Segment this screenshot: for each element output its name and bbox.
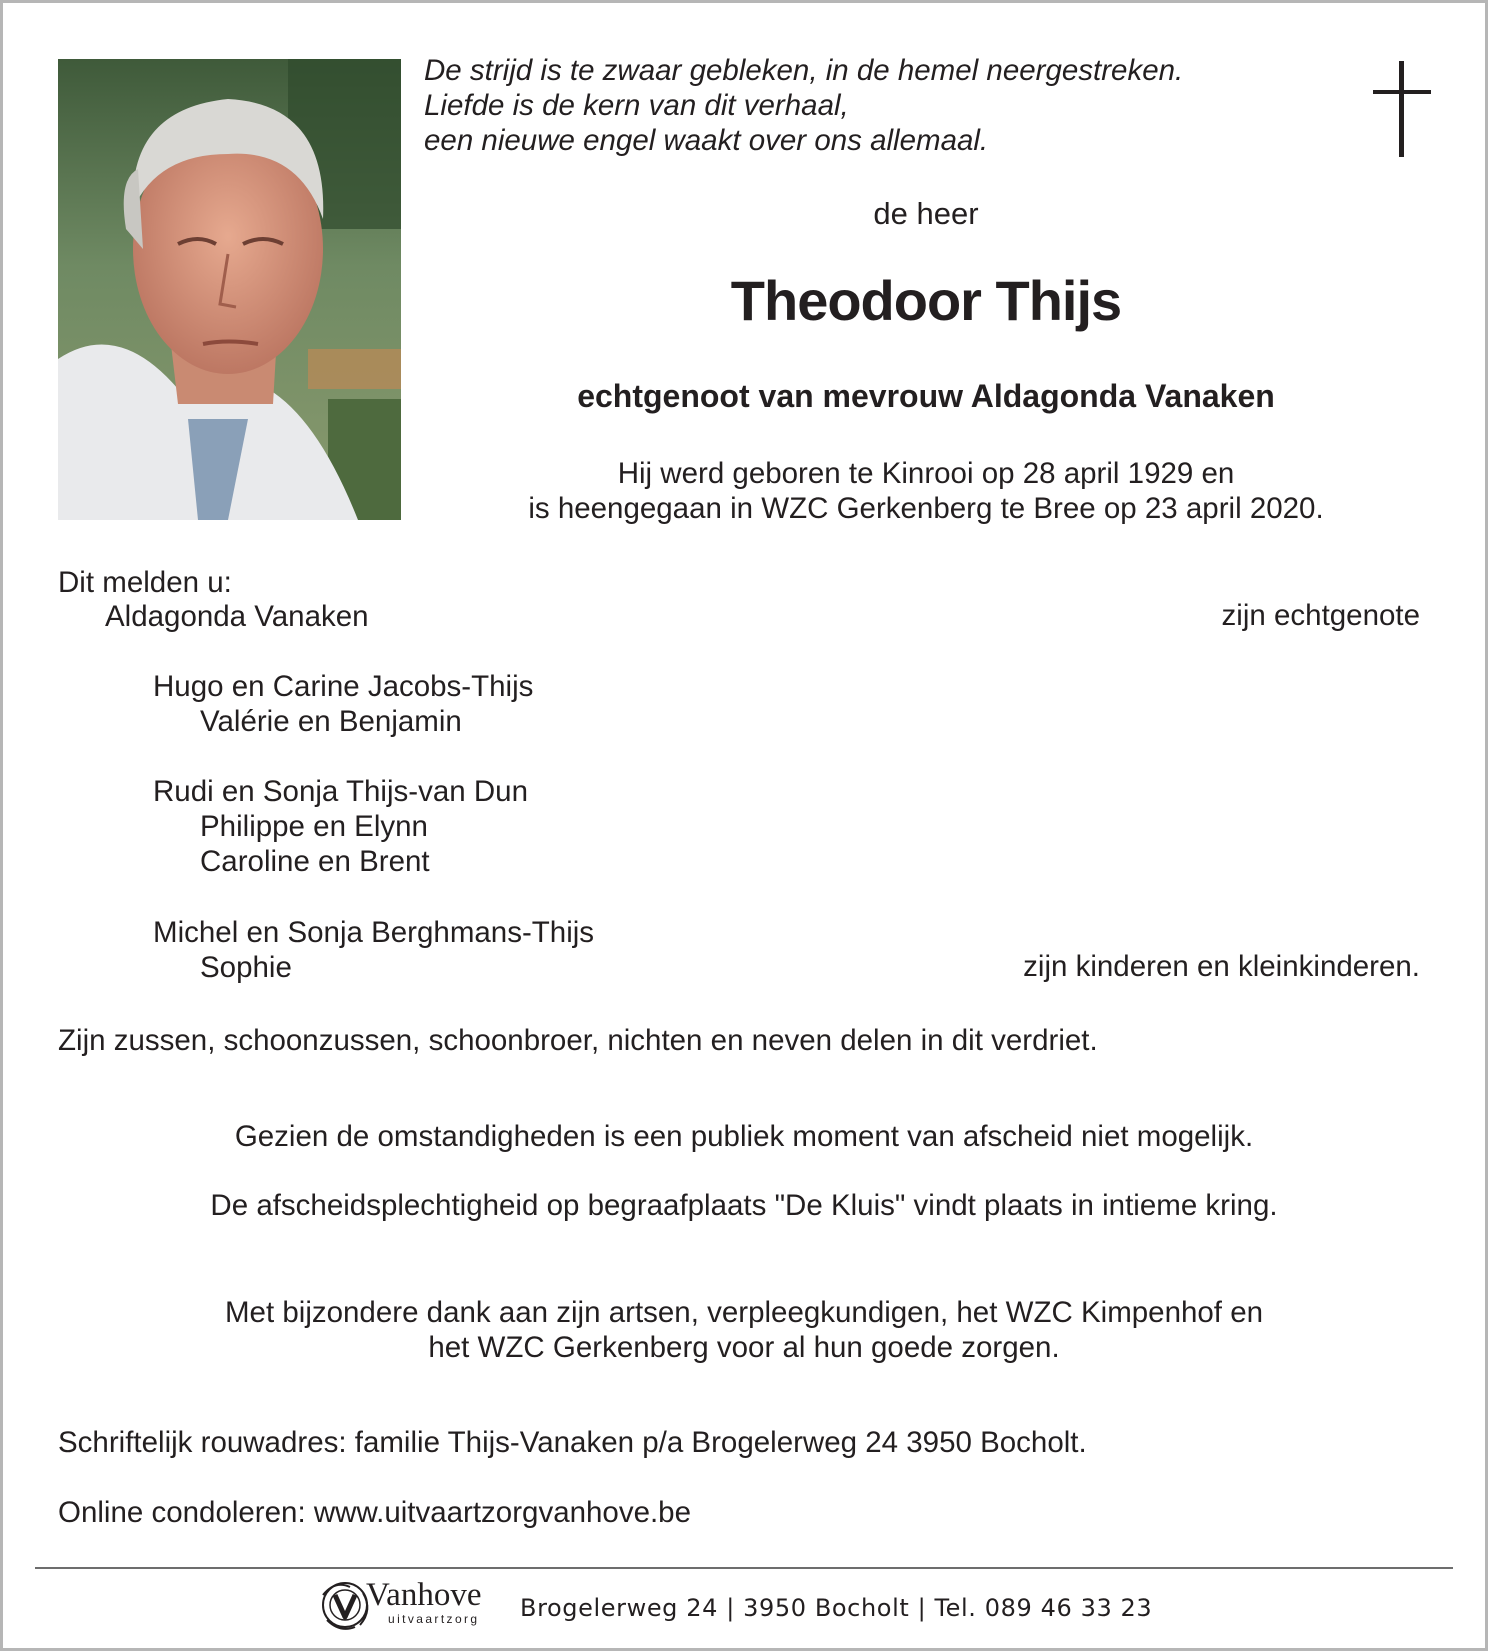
mourning-address: Schriftelijk rouwadres: familie Thijs-Vanaken p/a Brogelerweg 24 3950 Bocholt. [58, 1426, 1087, 1459]
brand-subtitle: uitvaartzorg [388, 1612, 480, 1626]
footer-divider [35, 1567, 1453, 1569]
cross-icon [1373, 61, 1431, 157]
title-prefix: de heer [873, 196, 979, 231]
notice-line: De afscheidsplechtigheid op begraafplaats "De Kluis" vindt plaats in intieme kring. [210, 1189, 1278, 1222]
death-line: is heengegaan in WZC Gerkenberg te Bree op 23 april 2020. [528, 492, 1324, 525]
birth-line: Hij werd geboren te Kinrooi op 28 april 1929 en [617, 457, 1235, 490]
grandchildren: Valérie en Benjamin [200, 705, 462, 738]
children-role: zijn kinderen en kleinkinderen. [1023, 950, 1420, 983]
thanks-line: Met bijzondere dank aan zijn artsen, verpleegkundigen, het WZC Kimpenhof en [224, 1296, 1264, 1329]
family-intro: Dit melden u: [58, 566, 232, 599]
portrait-photo [58, 59, 401, 520]
grandchildren: Sophie [200, 951, 292, 984]
spouse-line: echtgenoot van mevrouw Aldagonda Vanaken [577, 378, 1275, 414]
footer-address: Brogelerweg 24 | 3950 Bocholt | Tel. 089 46 33 23 [520, 1594, 1153, 1622]
thanks-line: het WZC Gerkenberg voor al hun goede zorgen. [428, 1331, 1060, 1364]
siblings-line: Zijn zussen, schoonzussen, schoonbroer, nichten en neven delen in dit verdriet. [58, 1024, 1098, 1057]
grandchildren: Philippe en Elynn [200, 810, 428, 843]
brand-name: Vanhove [366, 1577, 482, 1613]
child-couple: Rudi en Sonja Thijs-van Dun [153, 775, 528, 808]
poem [424, 53, 1183, 158]
spouse-role: zijn echtgenote [1221, 599, 1420, 632]
child-couple: Hugo en Carine Jacobs-Thijs [153, 670, 534, 703]
deceased-name: Theodoor Thijs [730, 269, 1122, 332]
online-condolence: Online condoleren: www.uitvaartzorgvanhove.be [58, 1496, 691, 1529]
poem-line: De strijd is te zwaar gebleken, in de hemel neergestreken. [424, 54, 1184, 87]
poem-line: Liefde is de kern van dit verhaal, [424, 89, 849, 122]
child-couple: Michel en Sonja Berghmans-Thijs [153, 916, 595, 949]
poem-line: een nieuwe engel waakt over ons allemaal. [424, 124, 989, 157]
grandchildren: Caroline en Brent [200, 845, 430, 878]
notice-line: Gezien de omstandigheden is een publiek moment van afscheid niet mogelijk. [234, 1120, 1254, 1153]
spouse-name: Aldagonda Vanaken [105, 600, 369, 633]
